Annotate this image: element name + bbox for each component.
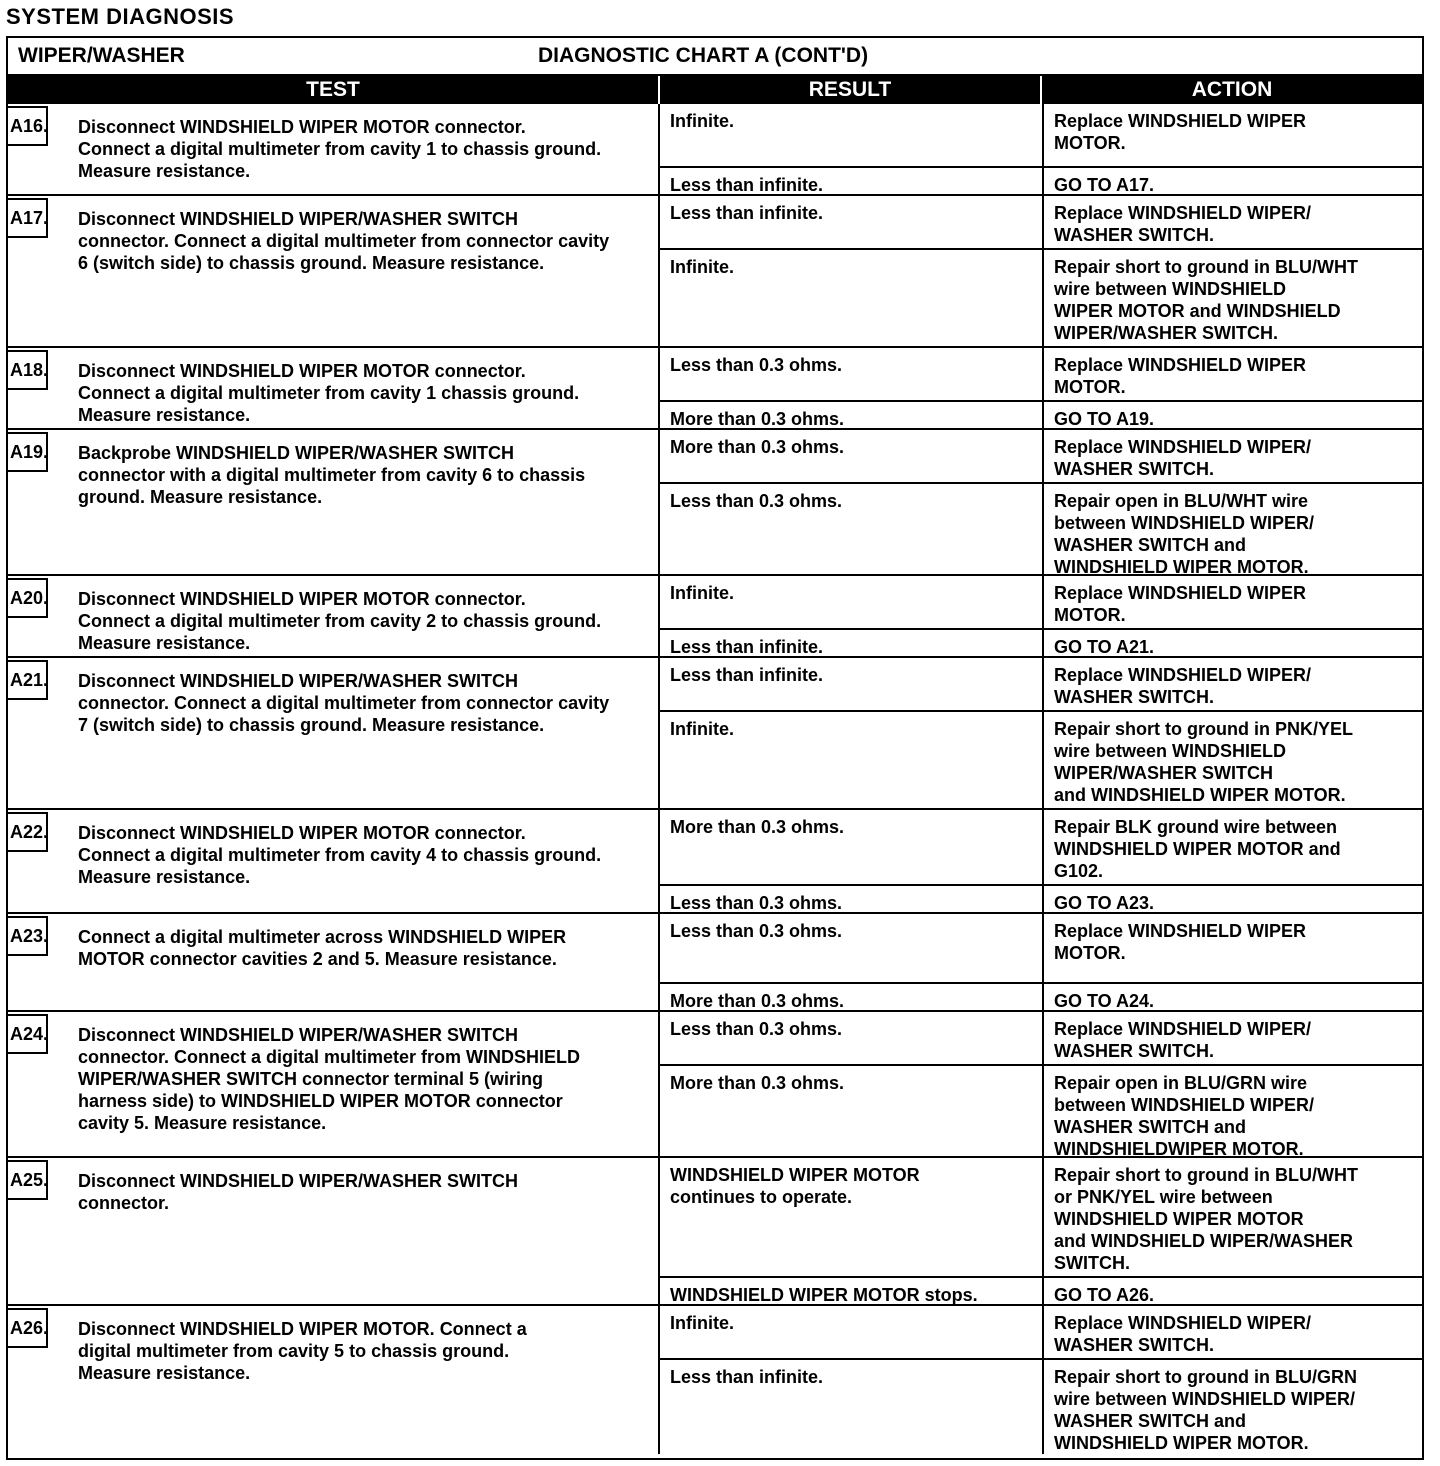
column-header-action: ACTION <box>1042 76 1422 104</box>
outcome-group <box>658 430 1422 577</box>
test-id: A19. <box>8 432 48 472</box>
outcome-row <box>660 1306 1422 1358</box>
action-cell <box>1042 576 1422 628</box>
action-cell <box>1042 484 1422 577</box>
test-id: A23. <box>8 916 48 956</box>
action-text: Replace WINDSHIELD WIPER/ WASHER SWITCH. <box>1054 1019 1312 1061</box>
result-cell: Less than infinite. <box>670 203 824 223</box>
system-name: WIPER/WASHER <box>18 44 185 67</box>
action-cell <box>1042 402 1422 428</box>
action-text: Replace WINDSHIELD WIPER/ WASHER SWITCH. <box>1054 665 1312 707</box>
outcome-group <box>658 1012 1422 1159</box>
action-text: Replace WINDSHIELD WIPER/ WASHER SWITCH. <box>1054 437 1312 479</box>
result-cell: Less than 0.3 ohms. <box>670 355 843 375</box>
test-description: Disconnect WINDSHIELD WIPER/WASHER SWITCH connector. Connect a digital multimeter from WINDSHIELD WIPER/WASHER SWITCH connector terminal 5 (wiring harness side) to WINDSHIELD WIPER MOTOR connector cavity 5. Measure resistance. <box>78 1025 581 1133</box>
result-cell: Less than 0.3 ohms. <box>670 491 843 511</box>
outcome-row <box>660 400 1422 428</box>
result-cell: Infinite. <box>670 111 734 131</box>
outcome-row <box>660 1064 1422 1159</box>
outcome-row <box>660 914 1422 982</box>
result-cell: Infinite. <box>670 719 734 739</box>
action-cell <box>1042 348 1422 400</box>
action-text: GO TO A26. <box>1054 1285 1155 1305</box>
action-text: Replace WINDSHIELD WIPER MOTOR. <box>1054 921 1307 963</box>
test-description: Disconnect WINDSHIELD WIPER/WASHER SWITCH connector. <box>78 1171 519 1213</box>
action-cell <box>1042 250 1422 346</box>
outcome-group <box>658 810 1422 912</box>
table-row <box>8 430 1422 576</box>
table-row <box>8 658 1422 810</box>
table-row <box>8 348 1422 430</box>
outcome-group <box>658 104 1422 194</box>
action-cell <box>1042 914 1422 982</box>
action-cell <box>1042 810 1422 884</box>
outcome-row <box>660 248 1422 346</box>
table-row <box>8 1306 1422 1454</box>
result-cell: More than 0.3 ohms. <box>670 817 845 837</box>
test-id: A18. <box>8 350 48 390</box>
result-cell: Less than infinite. <box>670 665 824 685</box>
action-cell <box>1042 1306 1422 1358</box>
outcome-group <box>658 348 1422 428</box>
table-row <box>8 576 1422 658</box>
outcome-row <box>660 982 1422 1010</box>
action-text: GO TO A24. <box>1054 991 1155 1011</box>
outcome-row <box>660 166 1422 194</box>
action-text: Replace WINDSHIELD WIPER/ WASHER SWITCH. <box>1054 203 1312 245</box>
test-id: A24. <box>8 1014 48 1054</box>
outcome-row <box>660 196 1422 248</box>
test-id: A17. <box>8 198 48 238</box>
outcome-row <box>660 710 1422 808</box>
outcome-row <box>660 430 1422 482</box>
outcome-group <box>658 1158 1422 1304</box>
outcome-group <box>658 914 1422 1010</box>
test-description: Disconnect WINDSHIELD WIPER/WASHER SWITCH connector. Connect a digital multimeter from connector cavity 7 (switch side) to chassis ground. Measure resistance. <box>78 671 610 735</box>
action-text: Replace WINDSHIELD WIPER MOTOR. <box>1054 111 1307 153</box>
table-row <box>8 914 1422 1012</box>
action-cell <box>1042 430 1422 482</box>
action-cell <box>1042 712 1422 808</box>
action-cell <box>1042 658 1422 710</box>
action-cell <box>1042 104 1422 166</box>
outcome-row <box>660 348 1422 400</box>
action-text: Repair short to ground in BLU/WHT wire between WINDSHIELD WIPER MOTOR and WINDSHIELD WIPER/WASHER SWITCH. <box>1054 257 1358 343</box>
result-cell: Less than 0.3 ohms. <box>670 893 843 913</box>
chart-title: DIAGNOSTIC CHART A (CONT'D) <box>538 44 869 67</box>
test-id: A26. <box>8 1308 48 1348</box>
outcome-row <box>660 628 1422 656</box>
result-cell: Infinite. <box>670 257 734 277</box>
action-text: Repair short to ground in PNK/YEL wire between WINDSHIELD WIPER/WASHER SWITCH and WINDSHIELD WIPER MOTOR. <box>1054 719 1354 805</box>
result-cell: Infinite. <box>670 583 734 603</box>
action-text: GO TO A17. <box>1054 175 1155 195</box>
action-cell <box>1042 1066 1422 1159</box>
action-cell <box>1042 984 1422 1010</box>
result-cell: WINDSHIELD WIPER MOTOR continues to operate. <box>670 1165 920 1207</box>
action-text: GO TO A23. <box>1054 893 1155 913</box>
action-cell <box>1042 1012 1422 1064</box>
test-rows <box>8 104 1422 1454</box>
result-cell: More than 0.3 ohms. <box>670 409 845 429</box>
test-id: A21. <box>8 660 48 700</box>
action-text: Repair open in BLU/WHT wire between WINDSHIELD WIPER/ WASHER SWITCH and WINDSHIELD WIPER MOTOR. <box>1054 491 1315 577</box>
action-text: Replace WINDSHIELD WIPER MOTOR. <box>1054 355 1307 397</box>
table-row <box>8 1158 1422 1306</box>
result-cell: More than 0.3 ohms. <box>670 1073 845 1093</box>
outcome-row <box>660 884 1422 912</box>
test-description: Disconnect WINDSHIELD WIPER MOTOR connector. Connect a digital multimeter from cavity 1 to chassis ground. Measure resistance. <box>78 117 602 181</box>
action-cell <box>1042 630 1422 656</box>
test-description: Disconnect WINDSHIELD WIPER/WASHER SWITCH connector. Connect a digital multimeter from connector cavity 6 (switch side) to chassis ground. Measure resistance. <box>78 209 610 273</box>
outcome-group <box>658 658 1422 808</box>
outcome-row <box>660 482 1422 577</box>
action-cell <box>1042 886 1422 912</box>
action-cell <box>1042 1360 1422 1454</box>
result-cell: Infinite. <box>670 1313 734 1333</box>
action-text: Replace WINDSHIELD WIPER MOTOR. <box>1054 583 1307 625</box>
diagnostic-chart <box>6 36 1424 1460</box>
outcome-row <box>660 810 1422 884</box>
result-cell: Less than 0.3 ohms. <box>670 1019 843 1039</box>
action-cell <box>1042 196 1422 248</box>
table-row <box>8 1012 1422 1158</box>
outcome-row <box>660 1012 1422 1064</box>
test-description: Disconnect WINDSHIELD WIPER MOTOR connector. Connect a digital multimeter from cavity 2 to chassis ground. Measure resistance. <box>78 589 602 653</box>
outcome-row <box>660 104 1422 166</box>
result-cell: WINDSHIELD WIPER MOTOR stops. <box>670 1285 978 1305</box>
action-text: Repair open in BLU/GRN wire between WINDSHIELD WIPER/ WASHER SWITCH and WINDSHIELDWIPER MOTOR. <box>1054 1073 1315 1159</box>
action-cell <box>1042 1278 1422 1304</box>
table-row <box>8 196 1422 348</box>
page-title: SYSTEM DIAGNOSIS <box>6 4 235 29</box>
action-text: GO TO A19. <box>1054 409 1155 429</box>
test-id: A20. <box>8 578 48 618</box>
test-id: A22. <box>8 812 48 852</box>
action-text: Repair BLK ground wire between WINDSHIELD WIPER MOTOR and G102. <box>1054 817 1341 881</box>
result-cell: More than 0.3 ohms. <box>670 991 845 1011</box>
result-cell: Less than infinite. <box>670 175 824 195</box>
test-id: A25. <box>8 1160 48 1200</box>
test-description: Disconnect WINDSHIELD WIPER MOTOR connector. Connect a digital multimeter from cavity 4 to chassis ground. Measure resistance. <box>78 823 602 887</box>
result-cell: Less than 0.3 ohms. <box>670 921 843 941</box>
action-cell <box>1042 168 1422 194</box>
action-text: Repair short to ground in BLU/WHT or PNK/YEL wire between WINDSHIELD WIPER MOTOR and WINDSHIELD WIPER/WASHER SWITCH. <box>1054 1165 1358 1273</box>
outcome-row <box>660 1276 1422 1304</box>
outcome-group <box>658 576 1422 656</box>
test-id: A16. <box>8 106 48 146</box>
outcome-row <box>660 1158 1422 1276</box>
result-cell: More than 0.3 ohms. <box>670 437 845 457</box>
column-header-test: TEST <box>8 76 658 104</box>
result-cell: Less than infinite. <box>670 637 824 657</box>
table-row <box>8 104 1422 196</box>
table-row <box>8 810 1422 914</box>
test-description: Disconnect WINDSHIELD WIPER MOTOR connector. Connect a digital multimeter from cavity 1 chassis ground. Measure resistance. <box>78 361 580 425</box>
test-description: Connect a digital multimeter across WINDSHIELD WIPER MOTOR connector cavities 2 and 5. Measure resistance. <box>78 927 567 969</box>
action-text: GO TO A21. <box>1054 637 1155 657</box>
outcome-row <box>660 658 1422 710</box>
test-description: Backprobe WINDSHIELD WIPER/WASHER SWITCH connector with a digital multimeter from cavity 6 to chassis ground. Measure resistance. <box>78 443 586 507</box>
test-description: Disconnect WINDSHIELD WIPER MOTOR. Connect a digital multimeter from cavity 5 to chassis ground. Measure resistance. <box>78 1319 527 1383</box>
result-cell: Less than infinite. <box>670 1367 824 1387</box>
action-cell <box>1042 1158 1422 1276</box>
action-text: Repair short to ground in BLU/GRN wire between WINDSHIELD WIPER/ WASHER SWITCH and WINDSHIELD WIPER MOTOR. <box>1054 1367 1357 1453</box>
outcome-group <box>658 1306 1422 1454</box>
column-header-result: RESULT <box>660 76 1040 104</box>
action-text: Replace WINDSHIELD WIPER/ WASHER SWITCH. <box>1054 1313 1312 1355</box>
outcome-row <box>660 1358 1422 1454</box>
chart-title-bar <box>8 38 1422 76</box>
outcome-row <box>660 576 1422 628</box>
outcome-group <box>658 196 1422 346</box>
